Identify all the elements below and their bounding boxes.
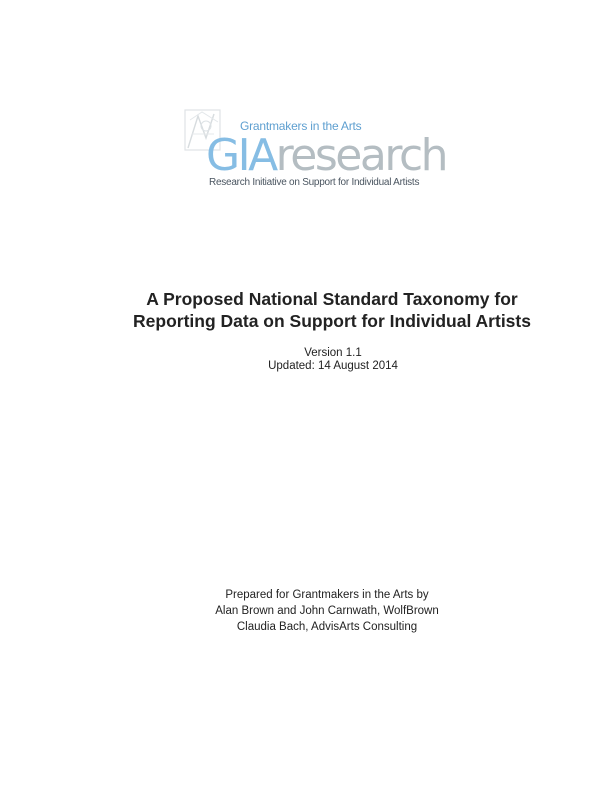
updated-date: Updated: 14 August 2014 [268, 360, 398, 372]
version-label: Version 1.1 [304, 347, 362, 359]
logo-org-name: Grantmakers in the Arts [240, 119, 362, 133]
credits-block [0, 587, 612, 635]
logo-wordmark-research: research [275, 130, 447, 181]
credits-line-3: Claudia Bach, AdvisArts Consulting [236, 621, 418, 633]
version-info [0, 347, 612, 373]
credits-line-1: Prepared for Grantmakers in the Arts by [225, 589, 429, 601]
logo-tagline: Research Initiative on Support for Individual Artists [209, 177, 420, 188]
document-title [0, 288, 612, 332]
credits-line-2: Alan Brown and John Carnwath, WolfBrown [215, 605, 439, 617]
title-line-2: Reporting Data on Support for Individual Artists [133, 311, 531, 331]
logo-wordmark-gia: GIA [206, 130, 276, 181]
title-line-1: A Proposed National Standard Taxonomy for [146, 289, 518, 309]
logo-wordmark [206, 130, 446, 182]
gia-research-logo [184, 108, 484, 192]
